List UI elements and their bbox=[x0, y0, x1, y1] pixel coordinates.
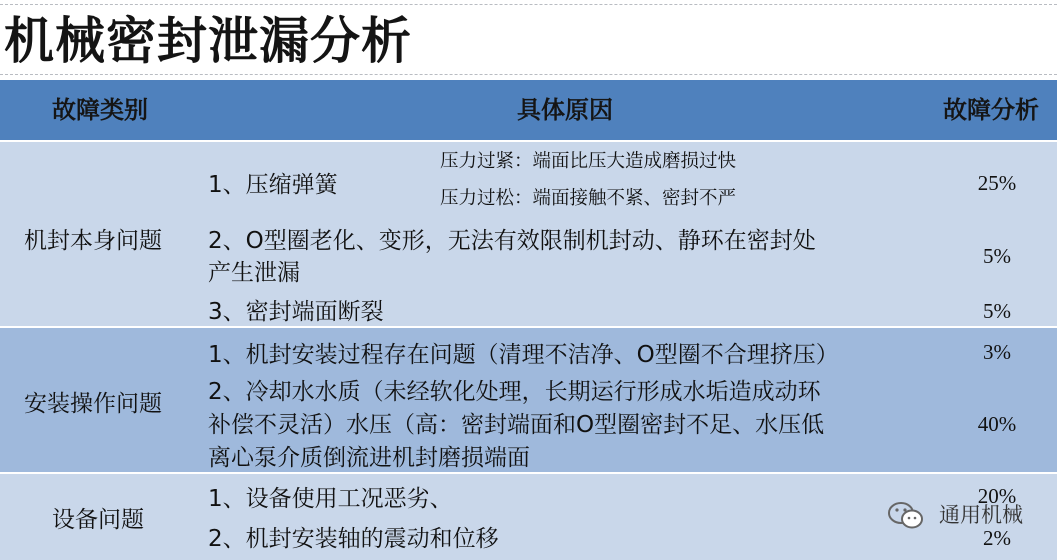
cause-text: 1、压缩弹簧 bbox=[208, 172, 338, 198]
sub-cause-text: 压力过松：端面接触不紧、密封不严 bbox=[440, 188, 737, 209]
header-analysis: 故障分析 bbox=[943, 96, 1039, 124]
page-title: 机械密封泄漏分析 bbox=[4, 12, 412, 70]
percentage: 3% bbox=[983, 340, 1011, 364]
percentage: 40% bbox=[977, 412, 1017, 436]
percentage: 5% bbox=[983, 244, 1011, 268]
cause-text: 离心泵介质倒流进机封磨损端面 bbox=[208, 445, 530, 471]
percentage: 25% bbox=[977, 171, 1017, 195]
table-group bbox=[0, 328, 1057, 472]
percentage: 5% bbox=[983, 299, 1011, 323]
cause-text: 1、设备使用工况恶劣、 bbox=[208, 486, 453, 512]
category-label: 安装操作问题 bbox=[24, 391, 162, 417]
cause-text: 1、机封安装过程存在问题（清理不洁净、O型圈不合理挤压） bbox=[208, 342, 839, 368]
table-header bbox=[0, 80, 1057, 140]
cause-text: 补偿不灵活）水压（高：密封端面和O型圈密封不足、水压低 bbox=[208, 412, 825, 438]
percentage: 2% bbox=[983, 526, 1011, 550]
grid-line bbox=[0, 74, 1057, 75]
percentage: 20% bbox=[977, 484, 1017, 508]
sub-cause-text: 压力过紧：端面比压大造成磨损过快 bbox=[440, 151, 737, 172]
watermark-text: 通用机械 bbox=[939, 503, 1023, 527]
cause-text: 产生泄漏 bbox=[208, 260, 300, 286]
watermark bbox=[886, 497, 1023, 533]
grid-line bbox=[0, 4, 1057, 5]
category-label: 机封本身问题 bbox=[24, 228, 162, 254]
wechat-icon bbox=[886, 503, 939, 527]
header-cause: 具体原因 bbox=[517, 96, 613, 124]
cause-text: 2、机封安装轴的震动和位移 bbox=[208, 526, 499, 552]
cause-text: 2、冷却水水质（未经软化处理，长期运行形成水垢造成动环 bbox=[208, 379, 821, 405]
header-category: 故障类别 bbox=[52, 96, 148, 124]
cause-text: 3、密封端面断裂 bbox=[208, 299, 384, 325]
category-label: 设备问题 bbox=[52, 507, 144, 533]
table-group bbox=[0, 142, 1057, 326]
cause-text: 2、O型圈老化、变形，无法有效限制机封动、静环在密封处 bbox=[208, 228, 816, 254]
